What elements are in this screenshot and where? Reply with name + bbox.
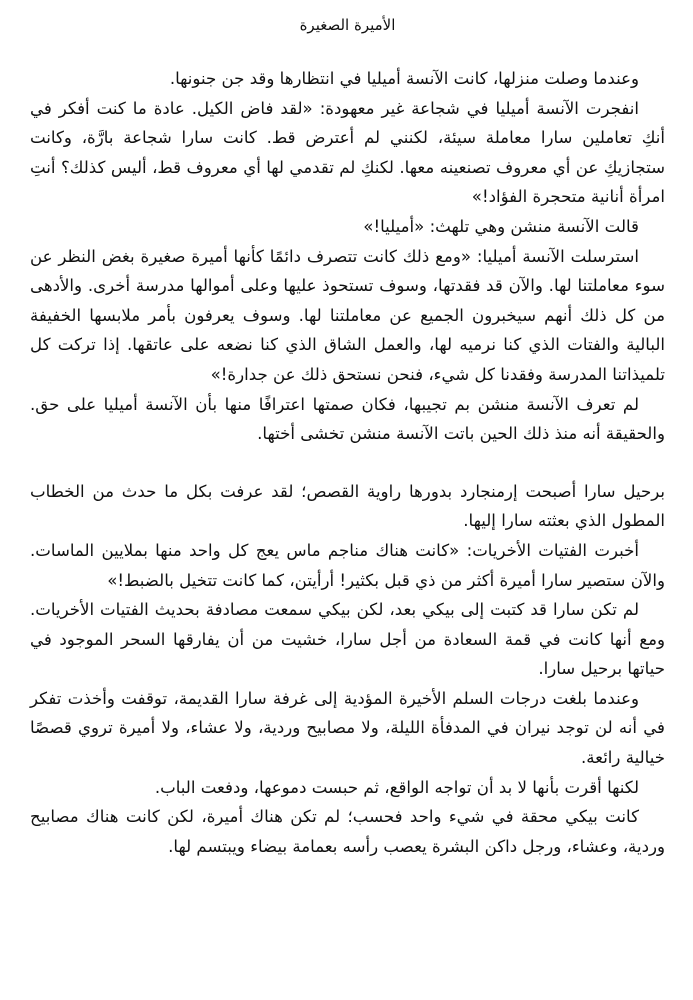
paragraph: كانت بيكي محقة في شيء واحد فحسب؛ لم تكن هناك أميرة، لكن كانت هناك مصابيح وردية، وعشاء، ورجل داكن البشرة يعصب رأسه بعمامة بيضاء ويبتسم لها. [30, 807, 665, 856]
paragraph: وعندما وصلت منزلها، كانت الآنسة أميليا في انتظارها وقد جن جنونها. [169, 69, 639, 88]
body-text [30, 64, 665, 861]
paragraph: استرسلت الآنسة أميليا: «ومع ذلك كانت تتصرف دائمًا كأنها أميرة صغيرة بغض النظر عن سوء معاملتنا لها. والآن قد فقدتها، وسوف تستحوذ عليها وعلى أموالها مدرسة أخرى. والأدهى من كل ذلك أنهم سيخبرون الجميع عن معاملتنا لها. وسوف يعرفون بأمر ملابسها الخفيفة البالية والفتات الذي كنا نرميه لها، والعمل الشاق الذي كنا نضعه على عاتقها. إذا تركت كل تلميذاتنا المدرسة وفقدنا كل شيء، فنحن نستحق ذلك عن جدارة!» [30, 246, 665, 384]
paragraph: قالت الآنسة منشن وهي تلهث: «أميليا!» [363, 216, 639, 236]
paragraph: برحيل سارا أصبحت إرمنجارد بدورها راوية القصص؛ لقد عرفت بكل ما حدث من الخطاب المطول الذي بعثته سارا إليها. [30, 481, 665, 531]
paragraph: أخبرت الفتيات الأخريات: «كانت هناك مناجم ماس يعج كل واحد منها بملايين الماسات. والآن ستصير سارا أميرة أكثر من ذي قبل بكثير! أرأيتن، كما كانت تتخيل بالضبط!» [30, 540, 665, 590]
paragraph: لم تكن سارا قد كتبت إلى بيكي بعد، لكن بيكي سمعت مصادفة بحديث الفتيات الأخريات. ومع أنها كانت في قمة السعادة من أجل سارا، خشيت من أن يفارقها السحر الموجود في حياتها برحيل سارا. [30, 600, 665, 679]
paragraph: وعندما بلغت درجات السلم الأخيرة المؤدية إلى غرفة سارا القديمة، توقفت وأخذت تفكر في أنه لن توجد نيران في المدفأة الليلة، ولا مصابيح وردية، ولا عشاء، ولا أميرة تروي قصصًا خيالية رائعة. [30, 688, 665, 768]
paragraph: لم تعرف الآنسة منشن بم تجيبها، فكان صمتها اعترافًا منها بأن الآنسة أميليا على حق. والحقيقة أنه منذ ذلك الحين باتت الآنسة منشن تخشى أختها. [30, 394, 665, 444]
paragraph: لكنها أقرت بأنها لا بد أن تواجه الواقع، ثم حبست دموعها، ودفعت الباب. [154, 777, 639, 797]
paragraph: انفجرت الآنسة أميليا في شجاعة غير معهودة: «لقد فاض الكيل. عادة ما كنت أفكر في أنكِ تعاملين سارا معاملة سيئة، لكنني لم أعترض قط. كانت سارا شجاعة بارَّة، وكانت ستجازيكِ عن أي معروف تصنعينه معها. لكنكِ لم تقدمي لها أي معروف قط، أليس كذلك؟ أنتِ امرأة أنانية متحجرة الفؤاد!» [30, 98, 665, 207]
running-title: الأميرة الصغيرة [299, 16, 396, 34]
